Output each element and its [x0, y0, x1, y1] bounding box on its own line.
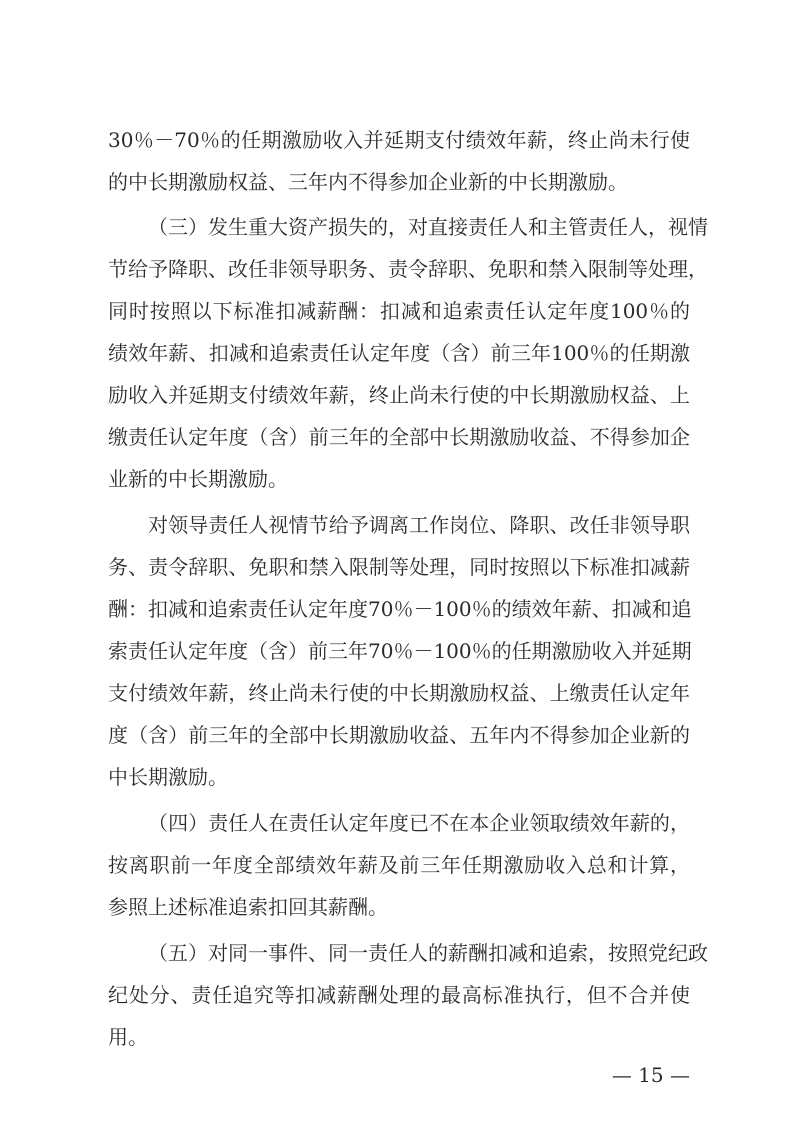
text-line-18: 按离职前一年度全部绩效年薪及前三年任期激励收入总和计算，	[108, 853, 690, 877]
text-line-17: （四）责任人在责任认定年度已不在本企业领取绩效年薪的，	[148, 811, 690, 835]
text-line-22: 用。	[108, 1025, 148, 1049]
text-line-6: 绩效年薪、扣减和追索责任认定年度（含）前三年100％的任期激	[108, 341, 690, 365]
text-line-2: 的中长期激励权益、三年内不得参加企业新的中长期激励。	[108, 170, 628, 194]
text-line-15: 度（含）前三年的全部中长期激励收益、五年内不得参加企业新的	[108, 723, 690, 747]
text-line-19: 参照上述标准追索扣回其薪酬。	[108, 895, 388, 919]
text-line-3: （三）发生重大资产损失的，对直接责任人和主管责任人，视情	[148, 215, 708, 239]
text-line-16: 中长期激励。	[108, 765, 228, 789]
text-line-1: 30％－70％的任期激励收入并延期支付绩效年薪，终止尚未行使	[108, 128, 690, 152]
text-line-21: 纪处分、责任追究等扣减薪酬处理的最高标准执行，但不合并使	[108, 983, 690, 1007]
text-line-20: （五）对同一事件、同一责任人的薪酬扣减和追索，按照党纪政	[148, 941, 708, 965]
text-line-13: 索责任认定年度（含）前三年70％－100％的任期激励收入并延期	[108, 639, 692, 663]
text-line-12: 酬：扣减和追索责任认定年度70％－100％的绩效年薪、扣减和追	[108, 597, 692, 621]
text-line-9: 业新的中长期激励。	[108, 467, 288, 491]
text-line-14: 支付绩效年薪，终止尚未行使的中长期激励权益、上缴责任认定年	[108, 681, 690, 705]
text-line-8: 缴责任认定年度（含）前三年的全部中长期激励收益、不得参加企	[108, 425, 690, 449]
text-line-4: 节给予降职、改任非领导职务、责令辞职、免职和禁入限制等处理，	[108, 257, 708, 281]
text-line-5: 同时按照以下标准扣减薪酬：扣减和追索责任认定年度100％的	[108, 299, 690, 323]
text-line-10: 对领导责任人视情节给予调离工作岗位、降职、改任非领导职	[148, 513, 690, 537]
text-line-7: 励收入并延期支付绩效年薪，终止尚未行使的中长期激励权益、上	[108, 383, 690, 407]
page-number: — 15 —	[611, 1063, 690, 1087]
text-line-11: 务、责令辞职、免职和禁入限制等处理，同时按照以下标准扣减薪	[108, 555, 690, 579]
